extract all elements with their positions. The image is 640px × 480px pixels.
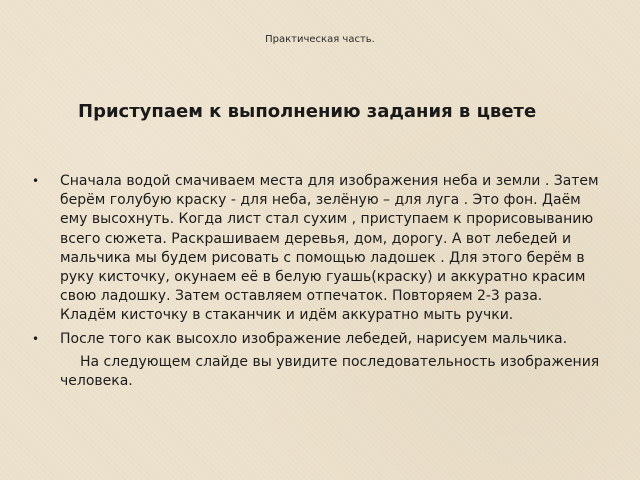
list-item — [32, 172, 600, 326]
slide-header: Практическая часть. — [265, 34, 375, 45]
list-item — [32, 330, 600, 349]
bullet-icon: • — [32, 331, 40, 346]
list-item-text: Сначала водой смачиваем места для изображения неба и земли . Затем берём голубую краску - для неба, зелёную – для луга . Это фон. Даём ему высохнуть. Когда лист стал сухим , приступаем к прорисовыванию всего сюжета. Раскрашиваем деревья, дом, дорогу. А вот лебедей и мальчика мы будем рисовать с помощью ладошек . Для этого берём в руку кисточку, окунаем её в белую гуашь(краску) и аккуратно красим свою ладошку. Затем оставляем отпечаток. Повторяем 2-3 раза. Кладём кисточку в стаканчик и идём аккуратно мыть ручки. — [60, 173, 599, 324]
list-item-text: После того как высохло изображение лебедей, нарисуем мальчика. — [60, 330, 568, 347]
bullet-icon: • — [32, 174, 40, 188]
next-slide-note: На следующем слайде вы увидите последовательность изображения человека. — [60, 353, 600, 390]
slide-body — [32, 172, 600, 391]
slide-title: Приступаем к выполнению задания в цвете — [78, 101, 537, 122]
bullet-list — [32, 172, 600, 349]
